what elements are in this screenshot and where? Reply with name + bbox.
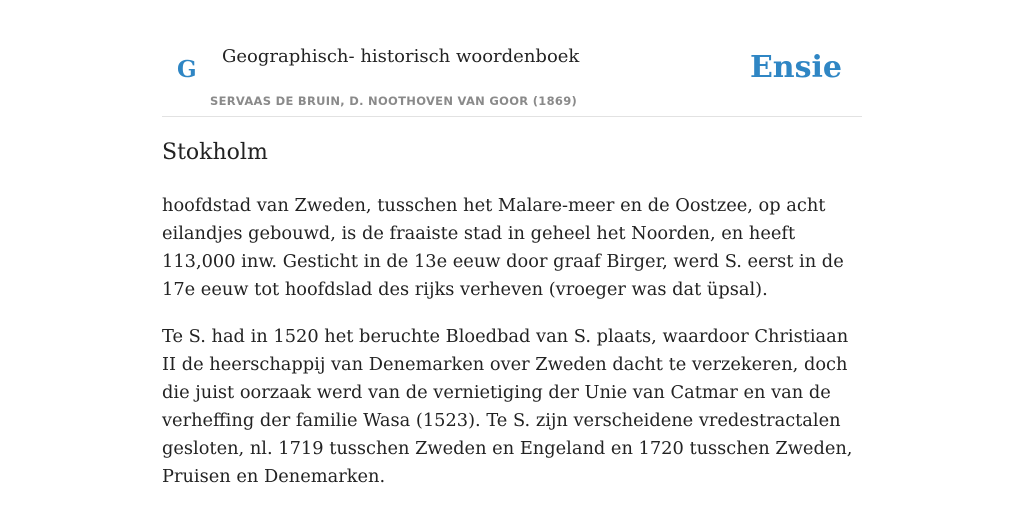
entry-paragraph: hoofdstad van Zweden, tusschen het Malare-meer en de Oostzee, op acht eilandjes gebouwd, is de fraaiste stad in geheel het Noorden, en heeft 113,000 inw. Gesticht in de 13e eeuw door graaf Birger, werd S. eerst in de 17e eeuw tot hoofdslad des rijks verheven (vroeger was dat üpsal). (162, 195, 844, 300)
entry-body (162, 192, 864, 510)
entry-title: Stokholm (162, 140, 268, 165)
book-letter-icon[interactable]: G (177, 56, 197, 83)
entry-paragraph: Te S. had in 1520 het beruchte Bloedbad van S. plaats, waardoor Christiaan II de heerschappij van Denemarken over Zweden dacht te verzekeren, doch die juist oorzaak werd van de vernietiging der Unie van Catmar en van de verheffing der familie Wasa (1523). Te S. zijn verscheidene vredestractalen gesloten, nl. 1719 tusschen Zweden en Engeland en 1720 tusschen Zweden, Pruisen en Denemarken. (162, 326, 853, 487)
header (162, 0, 862, 117)
book-author: SERVAAS DE BRUIN, D. NOOTHOVEN VAN GOOR (1869) (210, 94, 578, 108)
book-title[interactable]: Geographisch- historisch woordenboek (222, 46, 580, 67)
ensie-logo[interactable]: Ensie (749, 50, 842, 85)
